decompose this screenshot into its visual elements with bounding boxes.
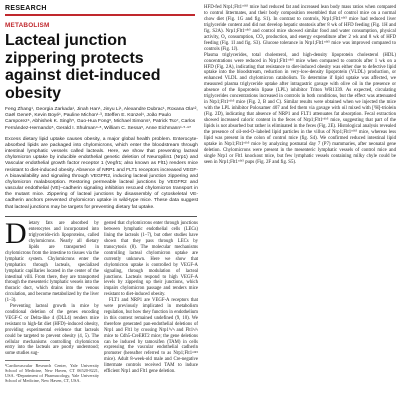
author-list: Feng Zhang¹, Georgia Zarkada¹, Jinah Han¹, Jinyu Li¹, Alexandre Dubrac¹, Roxana Ola¹², Gaël Genet¹, Kevin Boyé¹, Pauline Michon¹·³, Steffen E. Künzel¹, João Paulo Camporez⁴, Abhishek K. Singh⁵, Guo-Hua Fong⁶, Michael Simons¹, Patrick Tso⁷, Carlos Fernández-Hernando⁵, Gerald I. Shulman⁴·⁸, William C. Sessa⁵, Anne Eichmann¹·⁵·⁹* xyxy=(5,107,198,131)
header-rule xyxy=(5,14,195,16)
article-title: Lacteal junction zippering protects against diet-induced obesity xyxy=(5,32,161,102)
body-column-1 xyxy=(5,217,99,384)
right-column-text: HFD-fed Nrp1;Flt1ᶜᵈʰ⁵ mice had reduced fat and increased lean body mass ratios when compared to control littermates, and their body composition resembled that of control mice on a normal chow diet (Fig. 1G and fig. S1). In contrast to controls, Nrp1;Flt1ᶜᵈʰ⁵ mice had reduced liver triglyceride content and did not develop hepatic steatosis after 8 wk of HFD feeding (Fig. 1H and fig. S2A). Nrp1;Flt1ᶜᵈʰ⁵ and control mice showed similar food and water consumption, physical activity, O₂ consumption, CO₂ production, and energy expenditure after 2 wk and 8 wk of HFD feeding (Fig. 1I and fig. S3). Glucose tolerance in Nrp1;Flt1ᶜᵈʰ⁵ mice was improved compared to controls (Fig. 1J). Plasma triglycerides, total cholesterol, and high-density lipoprotein cholesterol (HDL) concentrations were reduced in Nrp1;Flt1ᶜᵈʰ⁵ mice when compared to controls after 1 wk on a HFD (Fig. 2A), indicating that resistance to diet-induced obesity was either due to defective lipid uptake into the bloodstream, reduction in very-low-density lipoprotein (VLDL) production, or enhanced VLDL and chylomicron catabolism. To determine if lipid uptake was affected, we measured plasma triglyceride uptake after intragastric gavage with olive oil in the presence or absence of the lipoprotein lipase (LPL) inhibitor Triton WR1339. As expected, circulating triglycerides concentrations increased in controls in both conditions, but the effect was attenuated in Nrp1;Flt1ᶜᵈʰ⁵ mice (Fig. 2, B and C). Similar results were obtained when we injected the mice with the LPL inhibitor Poloxamer 407 and fed them via gavage with oil mixed with [³H]-triolein (Fig. 2D), indicating that absence of NRP1 and FLT1 attenuates fat absorption. Fecal extraction showed increased caloric content in the feces of Nrp1;Flt1ᶜᵈʰ⁵ mice, suggesting that part of the lipids is not absorbed but rather is eliminated in the feces (Fig. 2E). Histological analysis revealed the presence of oil-red-O–labeled lipid particles in the villus of Nrp1;Flt1ᶜᵈʰ⁵ mice, whereas less lipid was present in the colon of control mice (fig. S4). We confirmed reduced intestinal lipid uptake in Nrp1;Flt1ᶜᵈʰ⁵ mice by analyzing postnatal day 7 (P7) mammaries, after neonatal gene deletion. Chylomicrons were present in the mesenteric lymphatic vessels of control mice and single Nrp1 or Flt1 knockout mice, but few lymphatic vessels containing milky chyle could be seen in Nrp1;Flt1ᶜᵈʰ⁵ pups (Fig. 2F and fig. S5). xyxy=(204,5,396,165)
left-region xyxy=(5,5,198,384)
footnote-rule xyxy=(5,360,50,361)
affiliation-footnote: ¹Cardiovascular Research Center, Yale University School of Medicine, New Haven, CT 06520-8221, USA. ²Department of Pharmacology, Yale University School of Medicine, New Haven, CT, USA. xyxy=(5,362,99,384)
body-column-2 xyxy=(104,221,198,383)
abstract-divider xyxy=(5,216,197,217)
body-columns xyxy=(5,217,198,384)
right-column xyxy=(204,5,396,166)
section-label: METABOLISM xyxy=(5,22,50,29)
drop-cap: D xyxy=(5,217,27,251)
journal-section-label: RESEARCH xyxy=(5,5,47,12)
abstract: Excess dietary lipid uptake causes obesity, a major global health problem. Enterocyte-absorbed lipids are packaged into chylomicrons, which enter the bloodstream through intestinal lymphatic vessels called lacteals. Here, we show that preventing lacteal chylomicron uptake by inducible endothelial genetic deletion of Neuropilin1 (Nrp1) and Vascular endothelial growth factor receptor 1 (Vegfr1; also known as Flt1) renders mice resistant to diet-induced obesity. Absence of NRP1 and FLT1 receptors increased VEGF-A bioavailability and signaling through VEGFR2, inducing lacteal junction zippering and chylomicron malabsorption. Restoring permeable lacteal junctions by VEGFR2 and vascular endothelial (VE)–cadherin signaling inhibition rescued chylomicron transport in the mutant mice. Zippering of lacteal junctions by disassembly of cytoskeletal VE-cadherin anchors prevented chylomicron uptake in wild-type mice. These data suggest that lacteal junctions may be targets for preventing dietary fat uptake. xyxy=(5,136,198,210)
body-paragraph-1: ietary fats are absorbed by enterocytes and incorporated into triglyceride-rich lipoproteins, called chylomicrons. Nearly all dietary lipids are transported in chylomicrons from the intestine to tissues via the lymphatic system. Chylomicrons enter the lymphatics through lacteals, specialized lymphatic capillaries located in the center of the intestinal villi. From there, they are transported through the mesenteric lymphatic vessels into the thoracic duct, which drains into the venous circulation, and become metabolized by the liver (1–3). xyxy=(5,221,99,304)
body-paragraph-4: FLT1 and NRP1 are VEGF-A receptors that were previously implicated in metabolism regulation, but how they function in endothelium in this context remained undefined (9, 10). We therefore generated pan-endothelial deletions of Nrp1 and Flt1 by crossing Nrp1ⁱᶠₗ/ᶠₗ and Flt1ᶠₗ/ᶠₗ mice to Cdh5-CreERT2 mice; the gene deletions can be induced by tamoxifen (TAM) in cells expressing the vascular endothelial cadherin promoter (hereafter referred to as Nrp1;Flt1ᶜᵈʰ⁵ mice). Adult 8-week-old male and Cre-negative littermate controls received TAM to induce efficient Nrp1 and Flt1 gene deletion. xyxy=(104,298,198,375)
body-paragraph-3: gested that chylomicrons enter through junctions between lymphatic endothelial cells (LECs) lining the lacteals (1–7), but other studies have shown that they pass through LECs by transcytosis (8). The molecular mechanisms controlling lacteal chylomicron uptake are currently unknown. Here we show that chylomicron uptake is controlled by VEGF-A signaling, through modulation of lacteal junctions. Lacteals respond to high VEGF-A levels by zippering up their junctions, which impairs chylomicron passage and renders mice resistant to diet-induced obesity. xyxy=(104,221,198,298)
body-paragraph-2: Preventing lacteal growth in mice by conditional deletion of the genes encoding VEGF-C or Delta-like 4 (DLL4) renders mice resistant to high-fat diet (HFD)–induced obesity, providing experimental evidence that lacteals could be targeted to prevent obesity (4, 5). The cellular mechanisms controlling chylomicron entry into the lacteals are poorly understood; some studies sug- xyxy=(5,304,99,357)
